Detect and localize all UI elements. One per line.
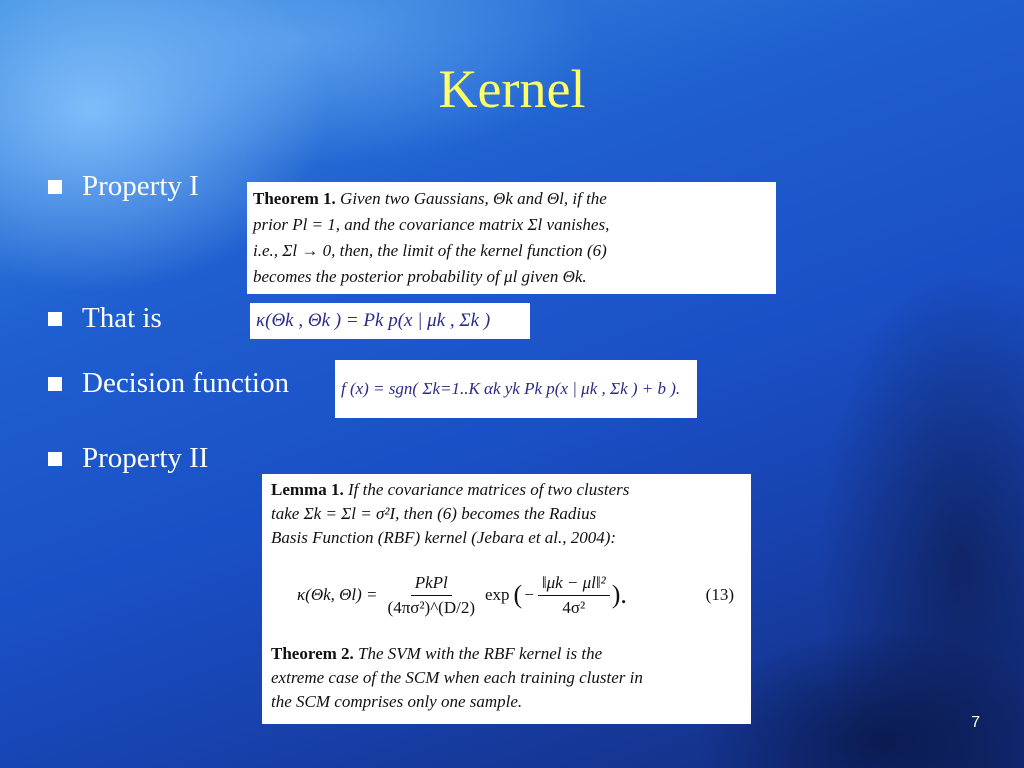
theorem2-head: Theorem 2. <box>271 644 354 663</box>
paren-close-icon: ). <box>611 580 627 609</box>
equation-denominator: (4πσ²)^(D/2) <box>387 597 475 617</box>
lemma-text: If the covariance matrices of two clusters <box>347 480 630 499</box>
theorem1-head: Theorem 1. <box>253 189 336 208</box>
theorem1-line-3: i.e., Σl → 0, then, the limit of the kernel function (6) <box>253 241 607 260</box>
theorem2-line-1 <box>271 642 742 666</box>
theorem2-line-2: extreme case of the SCM when each training cluster in <box>271 668 643 687</box>
theorem1-box <box>247 182 776 294</box>
paren-open-icon: ( <box>513 580 523 609</box>
exp-numerator: ‖μk − μl‖² <box>538 571 610 596</box>
equation-tag: (13) <box>705 585 734 604</box>
page-number: 7 <box>971 714 980 731</box>
rbf-equation <box>271 564 742 626</box>
exp-denominator: 4σ² <box>562 597 586 617</box>
lemma-line-1 <box>271 478 742 502</box>
theorem1-line-2: prior Pl = 1, and the covariance matrix Σl vanishes, <box>253 215 610 234</box>
bullet-square-icon <box>48 377 62 391</box>
bullet-property-1 <box>48 170 199 203</box>
slide-title: Kernel <box>438 59 586 119</box>
lemma-head: Lemma 1. <box>271 480 344 499</box>
theorem1-line-4: becomes the posterior probability of μl given Θk. <box>253 267 587 286</box>
lemma-box <box>262 474 751 724</box>
equation-exp: exp <box>485 585 510 604</box>
lemma-line-2: take Σk = Σl = σ²I, then (6) becomes the Radius <box>271 504 597 523</box>
theorem1-line-1 <box>253 186 770 212</box>
exp-fraction <box>538 571 610 620</box>
equation-lhs: κ(Θk, Θl) = <box>297 585 378 604</box>
bullet-label: Decision function <box>82 367 289 399</box>
theorem2-text: The SVM with the RBF kernel is the <box>358 644 603 663</box>
bullet-label: That is <box>82 302 162 334</box>
bullet-label: Property I <box>82 170 199 202</box>
lemma-line-3: Basis Function (RBF) kernel (Jebara et al., 2004): <box>271 528 617 547</box>
formula-that-is: κ(Θk , Θk ) = Pk p(x | μk , Σk ) <box>250 303 530 339</box>
equation-fraction <box>384 571 479 620</box>
equation-numerator: PkPl <box>411 571 452 596</box>
bullet-square-icon <box>48 452 62 466</box>
bullet-label: Property II <box>82 442 209 474</box>
bullet-square-icon <box>48 180 62 194</box>
minus-icon: − <box>524 585 534 604</box>
theorem1-text: Given two Gaussians, Θk and Θl, if the <box>340 189 607 208</box>
bullet-property-2 <box>48 442 208 475</box>
theorem2-line-3: the SCM comprises only one sample. <box>271 692 523 711</box>
bullet-decision-function <box>48 367 289 400</box>
formula-decision-function: f (x) = sgn( Σk=1..K αk yk Pk p(x | μk , Σk ) + b ). <box>335 360 697 418</box>
bullet-that-is <box>48 302 162 335</box>
bullet-square-icon <box>48 312 62 326</box>
